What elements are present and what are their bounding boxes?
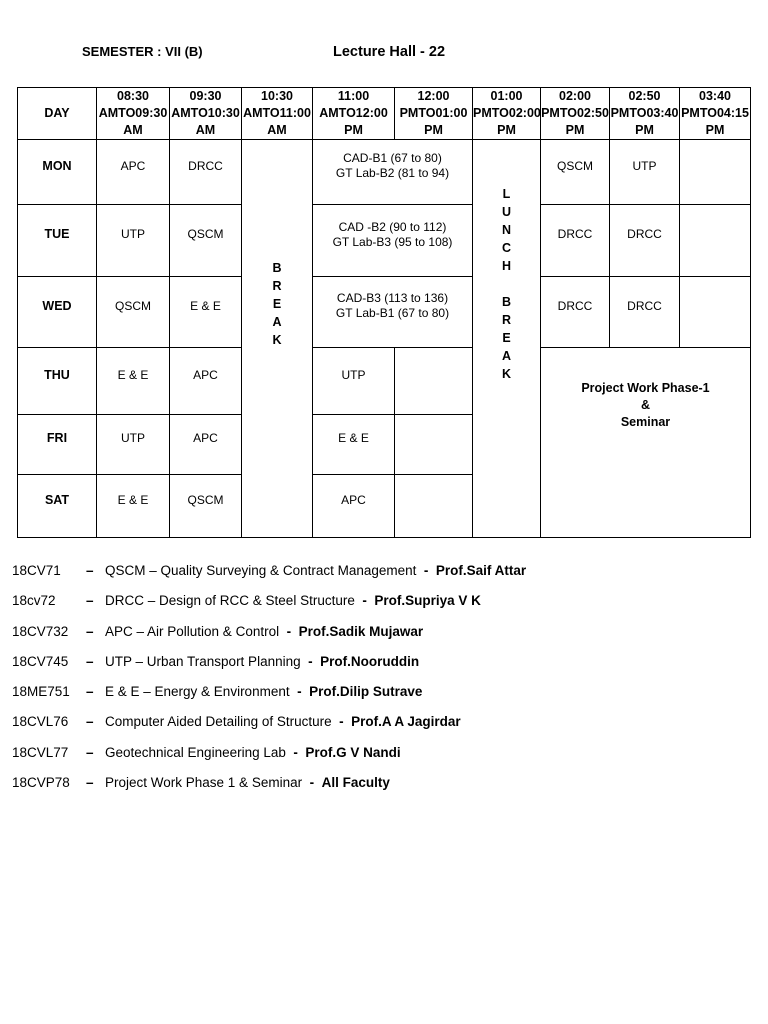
faculty-separator: -	[423, 563, 429, 578]
class-label: DRCC	[188, 158, 223, 173]
time-slot-header	[610, 88, 680, 140]
break-letter: B	[272, 260, 282, 275]
class-cell	[170, 277, 242, 348]
break-letter: R	[272, 278, 282, 293]
time-slot-text: 01:00 PM	[424, 106, 468, 137]
lab-batch: CAD -B2 (90 to 112)	[338, 219, 447, 234]
subject-name: UTP – Urban Transport Planning	[105, 653, 301, 669]
time-slot-text: TO	[418, 106, 436, 120]
lunch-letter: K	[501, 366, 512, 381]
day-cell	[18, 348, 97, 415]
subject-name: Geotechnical Engineering Lab	[105, 744, 286, 760]
subject-code: 18CVL76	[12, 714, 69, 730]
class-label: UTP	[632, 158, 657, 173]
class-cell	[313, 348, 395, 415]
subject-description	[105, 775, 390, 790]
class-cell	[97, 348, 170, 415]
faculty-name: All Faculty	[321, 775, 390, 791]
class-cell	[97, 140, 170, 205]
time-slot-text: 10:30 AM	[195, 106, 240, 137]
subject-description	[105, 593, 481, 608]
time-slot-text: 10:30 AM	[243, 89, 293, 120]
time-slot-header	[242, 88, 313, 140]
class-label: E & E	[117, 492, 149, 507]
day-cell	[18, 415, 97, 475]
class-cell	[610, 140, 680, 205]
day-name: THU	[44, 367, 70, 382]
subject-code: 18CV745	[12, 653, 69, 669]
time-slot-text: 09:30 AM	[171, 89, 222, 120]
time-slot-text: 08:30 AM	[98, 89, 149, 120]
day-name: MON	[42, 158, 72, 173]
faculty-name: Prof.Sadik Mujawar	[298, 623, 424, 639]
morning-break-cell	[242, 140, 313, 538]
time-slot-text: 01:00 PM	[473, 89, 523, 120]
class-cell	[541, 205, 610, 277]
day-row	[18, 140, 751, 205]
project-work-cell	[541, 348, 751, 538]
time-slot-text: 02:50 PM	[565, 106, 609, 137]
empty-cell	[680, 205, 751, 277]
lab-cell	[313, 205, 473, 277]
faculty-separator: -	[286, 623, 292, 639]
subject-description	[105, 654, 419, 669]
class-label: UTP	[121, 227, 145, 241]
time-slot-text: 02:50 PM	[610, 89, 661, 120]
class-label: APC	[120, 158, 146, 173]
day-cell	[18, 277, 97, 348]
lunch-letter: U	[501, 204, 512, 219]
class-cell	[97, 277, 170, 348]
faculty-name: Prof.Nooruddin	[320, 653, 420, 669]
day-name: WED	[42, 298, 72, 313]
lunch-letter: A	[501, 348, 512, 363]
dash-separator: –	[86, 593, 94, 609]
dash-separator: –	[86, 623, 94, 639]
time-slot-header	[541, 88, 610, 140]
time-slot-text: 11:00 AM	[319, 89, 370, 120]
subject-name: E & E – Energy & Environment	[105, 684, 290, 700]
time-slot-text: 12:00 PM	[344, 106, 388, 137]
empty-cell	[680, 140, 751, 205]
day-header	[18, 88, 97, 140]
faculty-name: Prof.Supriya V K	[374, 593, 481, 609]
day-row	[18, 348, 751, 415]
class-cell	[610, 205, 680, 277]
class-label: APC	[193, 431, 218, 445]
faculty-name: Prof.Dilip Sutrave	[309, 684, 423, 700]
time-slot-header	[395, 88, 473, 140]
time-slot-text: 09:30 AM	[123, 106, 168, 137]
subject-code: 18CV732	[12, 623, 69, 639]
class-label: QSCM	[115, 298, 151, 313]
class-label: QSCM	[187, 227, 224, 241]
dash-separator: –	[86, 684, 94, 700]
lab-batch: GT Lab-B2 (81 to 94)	[335, 166, 450, 180]
class-label: E & E	[117, 367, 149, 382]
lecture-hall-label: Lecture Hall - 22	[333, 44, 446, 60]
subject-code: 18CVP78	[12, 775, 70, 791]
empty-cell	[395, 348, 473, 415]
faculty-separator: -	[297, 684, 302, 700]
time-slot-header	[680, 88, 751, 140]
lab-cell	[313, 277, 473, 348]
lab-batch: CAD-B3 (113 to 136)	[336, 291, 449, 305]
time-slot-header	[170, 88, 242, 140]
faculty-name: Prof.Saif Attar	[435, 563, 527, 578]
time-slot-text: TO	[262, 106, 280, 120]
lunch-letter: H	[501, 258, 512, 273]
lab-cell	[313, 140, 473, 205]
subject-code: 18CV71	[12, 563, 61, 578]
break-letter: K	[272, 332, 282, 347]
class-cell	[313, 415, 395, 475]
empty-cell	[680, 277, 751, 348]
subject-description	[105, 684, 422, 699]
time-slot-text: 02:00 PM	[541, 89, 591, 120]
class-cell	[170, 415, 242, 475]
subject-description	[105, 624, 423, 639]
time-slot-text: 04:15 PM	[705, 106, 749, 137]
dash-separator: –	[86, 714, 94, 730]
faculty-name: Prof.G V Nandi	[305, 744, 401, 760]
day-cell	[18, 205, 97, 277]
time-slot-text: 11:00 AM	[267, 106, 311, 137]
subject-name: APC – Air Pollution & Control	[105, 623, 280, 639]
class-cell	[541, 140, 610, 205]
lab-batch: CAD-B1 (67 to 80)	[343, 151, 442, 165]
dash-separator: –	[86, 563, 94, 578]
project-text: Project Work Phase-1	[581, 380, 710, 395]
faculty-separator: -	[293, 744, 298, 760]
class-label: DRCC	[557, 227, 593, 241]
class-cell	[170, 140, 242, 205]
time-slot-text: TO	[190, 106, 208, 120]
lab-batch: GT Lab-B3 (95 to 108)	[332, 234, 453, 249]
time-slot-text: TO	[699, 106, 717, 120]
day-row	[18, 205, 751, 277]
class-cell	[610, 277, 680, 348]
time-slot-text: TO	[559, 106, 577, 120]
subject-code: 18ME751	[12, 684, 70, 700]
break-letter: A	[272, 314, 282, 329]
class-cell	[541, 277, 610, 348]
class-label: QSCM	[557, 158, 593, 173]
faculty-separator: -	[308, 653, 313, 669]
class-label: E & E	[190, 298, 221, 313]
subject-name: Project Work Phase 1 & Seminar	[105, 775, 303, 791]
class-label: DRCC	[627, 227, 662, 241]
timetable	[17, 87, 751, 538]
faculty-separator: -	[309, 775, 315, 791]
time-slot-header	[313, 88, 395, 140]
dash-separator: –	[86, 653, 94, 669]
class-label: E & E	[338, 431, 369, 445]
class-label: APC	[341, 492, 366, 507]
subject-name: DRCC – Design of RCC & Steel Structure	[105, 593, 355, 609]
subject-description	[105, 714, 461, 729]
lunch-letter: R	[501, 312, 512, 327]
subject-description	[105, 563, 526, 578]
lunch-letter: L	[502, 186, 511, 201]
time-slot-text: TO	[338, 106, 356, 120]
project-text: &	[640, 397, 651, 412]
lunch-letter: B	[501, 294, 512, 309]
lunch-letter	[473, 275, 540, 293]
class-cell	[313, 475, 395, 538]
class-cell	[170, 205, 242, 277]
lab-batch: GT Lab-B1 (67 to 80)	[335, 306, 450, 320]
class-cell	[97, 475, 170, 538]
time-slot-text: TO	[118, 106, 136, 120]
time-slot-text: TO	[491, 106, 509, 120]
time-slot-text: 12:00 PM	[399, 89, 450, 120]
lunch-letter: N	[501, 222, 512, 237]
time-slot-text: 03:40 PM	[635, 106, 679, 137]
semester-label: SEMESTER : VII (B)	[82, 44, 203, 59]
day-name: SAT	[44, 492, 70, 507]
time-slot-header	[97, 88, 170, 140]
faculty-separator: -	[339, 714, 344, 730]
subject-code: 18CVL77	[12, 744, 69, 760]
time-header-row	[18, 88, 751, 140]
time-slot-text: 02:00 PM	[497, 106, 541, 137]
time-slot-text: TO	[629, 106, 647, 120]
class-label: UTP	[341, 367, 366, 382]
break-letter: E	[272, 296, 282, 311]
lunch-letter: C	[501, 240, 512, 255]
time-slot-text: 03:40 PM	[681, 89, 731, 120]
lunch-break-cell	[473, 140, 541, 538]
day-header-label: DAY	[44, 106, 70, 120]
time-slot-header	[473, 88, 541, 140]
subject-name: Computer Aided Detailing of Structure	[105, 714, 332, 730]
empty-cell	[395, 475, 473, 538]
class-cell	[97, 415, 170, 475]
day-cell	[18, 140, 97, 205]
empty-cell	[395, 415, 473, 475]
class-label: APC	[193, 367, 218, 382]
faculty-name: Prof.A A Jagirdar	[351, 714, 461, 730]
day-row	[18, 277, 751, 348]
day-name: FRI	[46, 431, 68, 445]
class-cell	[170, 348, 242, 415]
day-cell	[18, 475, 97, 538]
class-cell	[170, 475, 242, 538]
subject-description	[105, 745, 401, 760]
class-label: QSCM	[187, 492, 224, 507]
subject-name: QSCM – Quality Surveying & Contract Management	[105, 563, 417, 578]
project-text: Seminar	[620, 414, 671, 429]
class-cell	[97, 205, 170, 277]
subject-code: 18cv72	[12, 593, 56, 609]
class-label: DRCC	[627, 298, 662, 313]
dash-separator: –	[86, 775, 94, 791]
day-name: TUE	[44, 227, 70, 241]
class-label: UTP	[121, 431, 145, 445]
faculty-separator: -	[362, 593, 367, 609]
lunch-letter: E	[502, 330, 511, 345]
dash-separator: –	[86, 744, 94, 760]
class-label: DRCC	[557, 298, 593, 313]
